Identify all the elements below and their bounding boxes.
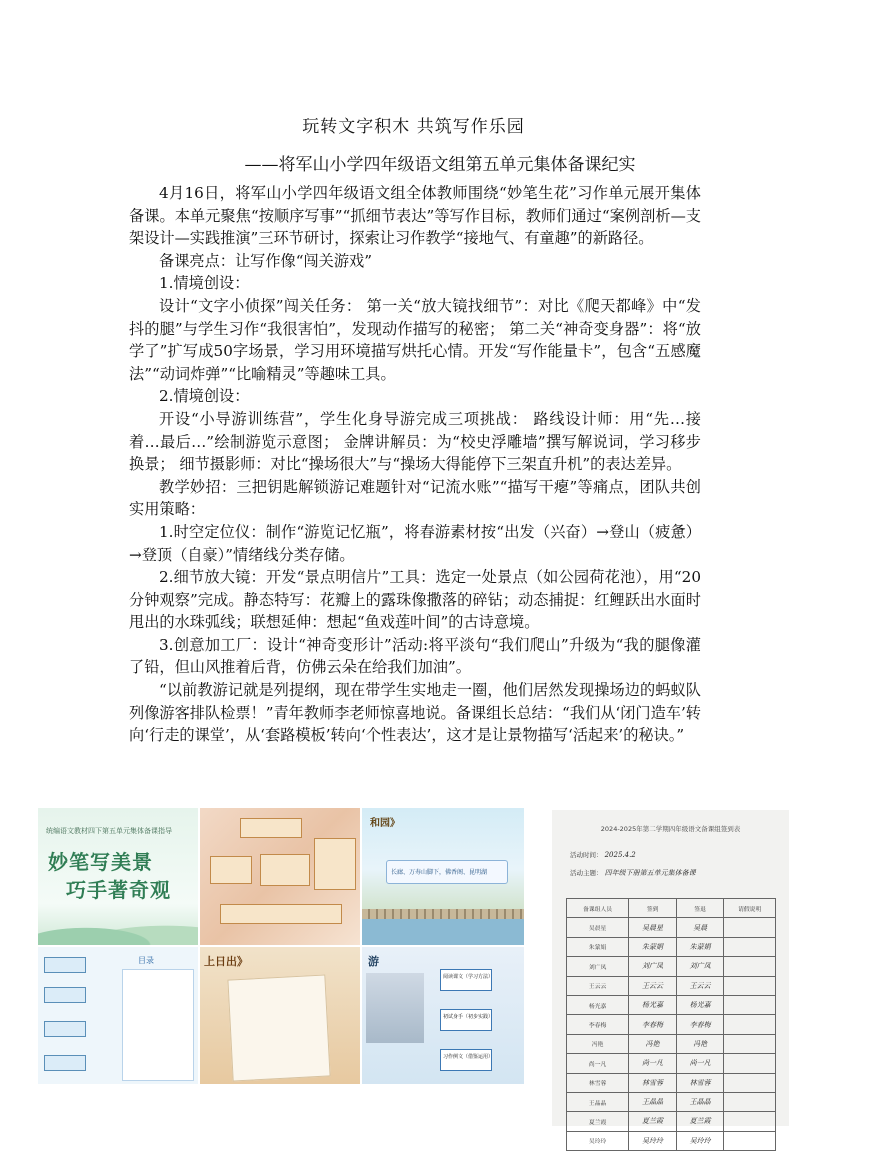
member-name: 冯艳 <box>567 1034 629 1053</box>
structure-box <box>440 1009 492 1031</box>
slide-heading: 上日出》 <box>204 955 248 968</box>
slide-heading: 游 <box>368 955 379 968</box>
mindmap-node <box>314 838 356 890</box>
table-row <box>567 995 776 1014</box>
table-row <box>567 976 776 995</box>
signature-in: 林雪蓉 <box>629 1073 677 1092</box>
member-name: 尚一凡 <box>567 1054 629 1073</box>
structure-box-text: 阅读课文（学习方法） <box>443 974 494 980</box>
signature-in: 杨光嘉 <box>629 995 677 1014</box>
member-name: 吴玲玲 <box>567 1131 629 1150</box>
flow-node <box>44 957 86 973</box>
column-header: 签到 <box>629 899 677 918</box>
table-row <box>567 1034 776 1053</box>
paragraph: 1.情境创设： <box>159 274 250 293</box>
slide-cover-caption: 统编语文教材四下第五单元集体备课指导 <box>46 827 172 835</box>
leave-note <box>724 1112 776 1131</box>
slide-banner <box>386 860 508 884</box>
paragraph: 2.情境创设： <box>159 387 250 406</box>
slide-summer-palace-photo <box>362 808 524 945</box>
signature-out: 李春梅 <box>676 1015 724 1034</box>
sheet-title: 2024-2025年第二学期四年级语文备课组签到表 <box>600 825 741 833</box>
mindmap-node <box>260 854 310 886</box>
signature-in: 吴玲玲 <box>629 1131 677 1150</box>
signature-in: 夏兰霞 <box>629 1112 677 1131</box>
paragraph: 4月16日，将军山小学四年级语文组全体教师围绕“妙笔生花”习作单元展开集体备课。本单元聚焦“按顺序写事”“抓细节表达”等写作目标，教师们通过“案例剖析—支架设计—实践推演”三环节研讨，探索让习作教学“接地气、有童趣”的新路径。 <box>129 184 701 248</box>
slide-cover-photo <box>38 808 198 945</box>
hill-decoration <box>38 915 198 945</box>
signature-in: 冯艳 <box>629 1034 677 1053</box>
article-body <box>129 182 701 747</box>
contents-panel <box>122 969 194 1081</box>
sheet-topic-label: 活动主题： <box>570 869 603 877</box>
member-name: 林雪蓉 <box>567 1073 629 1092</box>
member-name: 王云云 <box>567 976 629 995</box>
structure-box <box>440 969 492 991</box>
slide-photo-collage <box>38 808 524 1084</box>
leave-note <box>724 1015 776 1034</box>
structure-box-text: 初试身手（初步实践） <box>443 1014 494 1020</box>
leave-note <box>724 976 776 995</box>
flow-node <box>44 1055 86 1071</box>
paragraph: 开设“小导游训练营”，学生化身导游完成三项挑战： 路线设计师：用“先…接着…最后…”绘制游览示意图； 金牌讲解员：为“校史浮雕墙”撰写解说词，学习移步换景； 细节摄影师：对比“操场很大”与“操场大得能停下三架直升机”的表达差异。 <box>129 409 701 474</box>
signature-in: 王晶晶 <box>629 1092 677 1111</box>
people-photo <box>366 973 424 1043</box>
member-name: 刘广凤 <box>567 957 629 976</box>
leave-note <box>724 957 776 976</box>
table-row <box>567 1054 776 1073</box>
signature-out: 杨光嘉 <box>676 995 724 1014</box>
sign-in-sheet-photo <box>552 810 789 1146</box>
signature-out: 尚一凡 <box>676 1054 724 1073</box>
member-name: 吴晨星 <box>567 918 629 937</box>
signature-in: 刘广凤 <box>629 957 677 976</box>
member-name: 朱蒙娟 <box>567 937 629 956</box>
signature-out: 王晶晶 <box>676 1092 724 1111</box>
leave-note <box>724 1131 776 1150</box>
signature-in: 朱蒙娟 <box>629 937 677 956</box>
slide-cover-title-line1: 妙笔写美景 <box>48 850 153 874</box>
paragraph: “以前教游记就是列提纲，现在带学生实地走一圈，他们居然发现操场边的蚂蚁队列像游客排队检票！”青年教师李老师惊喜地说。备课组长总结：“我们从‘闭门造车’转向‘行走的课堂’，从‘套路模板’转向‘个性表达’，这才是让景物描写‘活起来’的秘诀。” <box>129 681 701 745</box>
table-row <box>567 957 776 976</box>
article-title: 玩转文字积木 共筑写作乐园 <box>302 117 525 137</box>
slide-heading: 和园》 <box>370 818 400 829</box>
paragraph: 备课亮点：让写作像“闯关游戏” <box>159 251 372 270</box>
paragraph: 设计“文字小侦探”闯关任务： 第一关“放大镜找细节”：对比《爬天都峰》中“发抖的腿”与学生习作“我很害怕”，发现动作描写的秘密； 第二关“神奇变身器”：将“放学了”扩写成50字场景，学习用环境描写烘托心情。开发“写作能量卡”，包含“五感魔法”“动词炸弹”“比喻精灵”等趣味工具。 <box>129 296 701 383</box>
paper-decoration <box>227 975 330 1082</box>
leave-note <box>724 1073 776 1092</box>
column-header: 请假说明 <box>724 899 776 918</box>
slide-cover-title-line2: 巧手著奇观 <box>66 878 171 902</box>
structure-box <box>440 1049 492 1071</box>
paragraph: 教学妙招：三把钥匙解锁游记难题针对“记流水账”“描写干瘪”等痛点，团队共创实用策略： <box>129 477 701 519</box>
member-name: 杨光嘉 <box>567 995 629 1014</box>
table-row <box>567 1092 776 1111</box>
column-header: 签退 <box>676 899 724 918</box>
leave-note <box>724 1092 776 1111</box>
slide-sunrise-photo <box>200 947 360 1084</box>
signature-out: 朱蒙娟 <box>676 937 724 956</box>
flow-node <box>44 1021 86 1037</box>
table-row <box>567 1131 776 1150</box>
column-header: 备课组人员 <box>567 899 629 918</box>
mindmap-node <box>220 904 342 924</box>
signature-out: 刘广凤 <box>676 957 724 976</box>
slide-contents-photo <box>38 947 198 1084</box>
table-row <box>567 937 776 956</box>
flow-node <box>44 987 86 1003</box>
contents-heading: 目录 <box>138 956 154 965</box>
sheet-time-value: 2025.4.2 <box>604 851 636 859</box>
table-header-row <box>567 899 776 918</box>
sheet-time-label: 活动时间： <box>570 851 603 859</box>
signature-out: 冯艳 <box>676 1034 724 1053</box>
signature-in: 吴晨星 <box>629 918 677 937</box>
signature-out: 吴玲玲 <box>676 1131 724 1150</box>
signature-in: 王云云 <box>629 976 677 995</box>
bridge-decoration <box>362 909 524 919</box>
sheet-topic-value: 四年级下册第五单元集体备课 <box>604 869 696 877</box>
mindmap-node <box>240 818 302 838</box>
sheet-time <box>570 850 636 859</box>
slide-structure-photo <box>362 947 524 1084</box>
mindmap-node <box>210 856 252 884</box>
leave-note <box>724 918 776 937</box>
table-row <box>567 918 776 937</box>
lake-decoration <box>362 919 524 945</box>
signature-out: 林雪蓉 <box>676 1073 724 1092</box>
paragraph: 1.时空定位仪：制作“游览记忆瓶”，将春游素材按“出发（兴奋）→登山（疲惫）→登顶（自豪）”情绪线分类存储。 <box>129 522 701 564</box>
leave-note <box>724 1054 776 1073</box>
paragraph: 2.细节放大镜：开发“景点明信片”工具：选定一处景点（如公园荷花池），用“20分钟观察”完成。静态特写：花瓣上的露珠像撒落的碎钻；动态捕捉：红鲤跃出水面时甩出的水珠弧线；联想延伸：想起“鱼戏莲叶间”的古诗意境。 <box>129 568 701 632</box>
sign-in-table <box>566 898 776 1151</box>
signature-out: 吴晨 <box>676 918 724 937</box>
paragraph: 3.创意加工厂：设计“神奇变形计”活动:将平淡句“我们爬山”升级为“我的腿像灌了铅，但山风推着后背，仿佛云朵在给我们加油”。 <box>129 635 701 677</box>
signature-in: 尚一凡 <box>629 1054 677 1073</box>
member-name: 夏兰霞 <box>567 1112 629 1131</box>
article-subtitle: ——将军山小学四年级语文组第五单元集体备课纪实 <box>244 155 636 175</box>
table-row <box>567 1073 776 1092</box>
slide-banner-text: 长廊、万寿山脚下，佛香阁、昆明湖 <box>391 869 488 876</box>
signature-out: 夏兰霞 <box>676 1112 724 1131</box>
table-row <box>567 1015 776 1034</box>
sheet-topic <box>570 868 696 878</box>
leave-note <box>724 937 776 956</box>
slide-mindmap-photo <box>200 808 360 945</box>
member-name: 李春梅 <box>567 1015 629 1034</box>
leave-note <box>724 995 776 1014</box>
member-name: 王晶晶 <box>567 1092 629 1111</box>
signature-in: 李春梅 <box>629 1015 677 1034</box>
signature-out: 王云云 <box>676 976 724 995</box>
structure-box-text: 习作例文（借鉴运用） <box>443 1054 494 1060</box>
leave-note <box>724 1034 776 1053</box>
sign-in-rows <box>567 918 776 1151</box>
table-row <box>567 1112 776 1131</box>
